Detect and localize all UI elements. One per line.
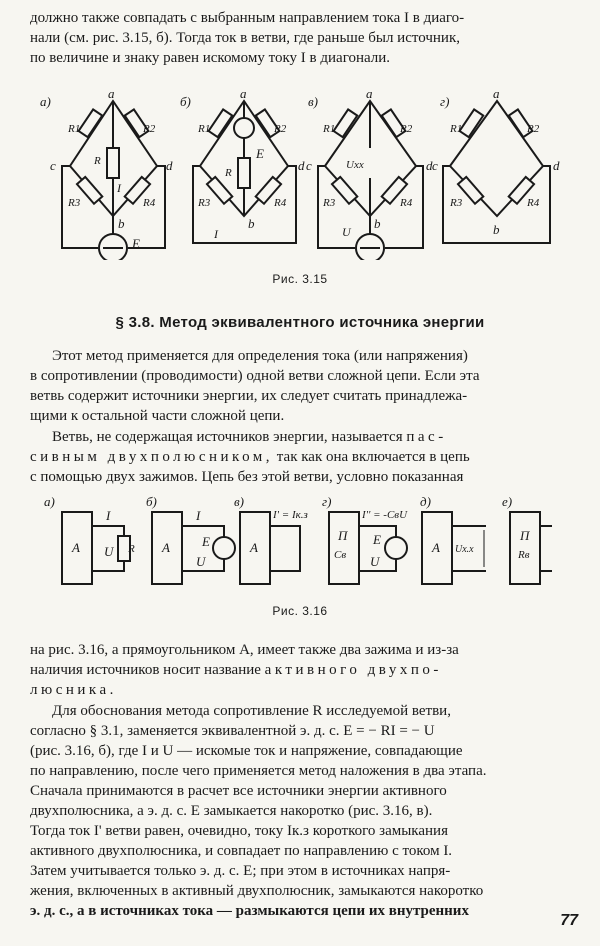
node-label: d <box>426 158 433 173</box>
resistor-label: R3 <box>323 197 336 209</box>
paragraph-3 <box>30 640 580 700</box>
text-line: на рис. 3.16, а прямоугольником А, имеет также два зажима и из-за <box>30 642 459 658</box>
node-label: c <box>306 158 312 173</box>
resistor-label: R3 <box>450 197 463 209</box>
text-line: э. д. с., а в источниках тока — размыкаются цепи их внутренних <box>30 903 469 919</box>
text-line: Тогда ток I' ветви равен, очевидно, току Iк.з короткого замыкания <box>30 823 448 839</box>
block-label: А <box>432 540 440 555</box>
text-line <box>30 660 580 680</box>
resistor-label: R4 <box>143 197 156 209</box>
resistor-label: R2 <box>274 123 287 135</box>
term-passive: пас- <box>406 429 447 445</box>
text-run: наличия источников носит название <box>30 662 261 678</box>
block-label: А <box>72 540 80 555</box>
resistor-label: R4 <box>400 197 413 209</box>
node-label: a <box>108 88 115 101</box>
resistor-label: R3 <box>198 197 211 209</box>
node-label: b <box>493 222 500 237</box>
voltage-label: U <box>196 554 206 569</box>
node-label: d <box>166 158 173 173</box>
node-label: a <box>493 88 500 101</box>
resistor-label: R1 <box>323 123 336 135</box>
paragraph-4 <box>30 701 580 921</box>
text-line: двухполюсника, а э. д. с. E замыкается накоротко (рис. 3.16, в). <box>30 803 433 819</box>
resistor-label: R2 <box>400 123 413 135</box>
text-line: Сначала принимаются в расчет все источники энергии активного <box>30 783 447 799</box>
voltage-label: Uxx <box>346 159 364 171</box>
text-line: жения, включенных в активный двухполюсник, замыкаются накоротко <box>30 883 484 899</box>
text-line: с помощью двух зажимов. Цепь без этой ветви, условно показанная <box>30 469 464 485</box>
resistor-label: R4 <box>274 197 287 209</box>
voltage-label: Uх.х <box>455 544 474 555</box>
text-line: согласно § 3.1, заменяется эквивалентной э. д. с. E = − RI = − U <box>30 723 435 739</box>
intro-paragraph <box>30 8 580 68</box>
text-line <box>30 427 580 447</box>
text-line: нали (см. рис. 3.15, б). Тогда ток в ветви, где раньше был источник, <box>30 30 460 46</box>
resistor-label: R <box>94 155 101 167</box>
current-label: I <box>214 227 218 241</box>
voltage-label: U <box>342 225 351 239</box>
block-sub-label: Rв <box>518 549 530 561</box>
text-line: Затем учитывается только э. д. с. E; при этом в источниках напря- <box>30 863 451 879</box>
panel-letter: а) <box>44 494 55 509</box>
node-label: b <box>118 216 125 231</box>
source-label: E <box>202 534 210 549</box>
panel-letter: в) <box>234 494 244 509</box>
figure-3-15 <box>0 88 600 260</box>
term-passive-two-pole: сивным двухполюсником, <box>30 449 274 465</box>
block-sub-label: Cв <box>334 549 347 561</box>
panel-letter: е) <box>502 494 513 509</box>
node-label: c <box>432 158 438 173</box>
panel-letter: г) <box>440 94 450 109</box>
resistor-label: R <box>225 167 232 179</box>
figure-caption: Рис. 3.15 <box>272 272 328 286</box>
text-line <box>30 447 580 467</box>
resistor-label: R3 <box>68 197 81 209</box>
panel-letter: б) <box>146 494 157 509</box>
block-label: А <box>250 540 258 555</box>
voltage-label: U <box>370 554 380 569</box>
text-line: активного двухполюсника, и совпадает по направлению с током I. <box>30 843 453 859</box>
current-label: I <box>106 508 111 523</box>
node-label: a <box>366 88 373 101</box>
term-active: активного двухпо- <box>264 662 442 678</box>
paragraph-2 <box>30 427 580 487</box>
panel-letter: б) <box>180 94 191 109</box>
text-line: Этот метод применяется для определения тока (или напряжения) <box>52 348 468 364</box>
text-line: по величине и знаку равен искомому току I в диагонали. <box>30 50 391 66</box>
source-label: E <box>132 236 140 251</box>
section-heading: § 3.8. Метод эквивалентного источника энергии <box>115 314 485 331</box>
current-label: I <box>117 181 121 195</box>
text-line: в сопротивлении (проводимости) одной ветви сложной цепи. Если эта <box>30 368 480 384</box>
block-label: П <box>338 528 348 543</box>
node-label: c <box>50 158 56 173</box>
node-label: b <box>248 216 255 231</box>
text-line: (рис. 3.16, б), где I и U — искомые ток и напряжение, совпадающие <box>30 743 463 759</box>
node-label: b <box>374 216 381 231</box>
text-line: должно также совпадать с выбранным направлением тока I в диаго- <box>30 10 465 26</box>
text-line: по направлению, после чего применяется метод наложения в два этапа. <box>30 763 487 779</box>
figure-caption: Рис. 3.16 <box>272 604 328 618</box>
paragraph-1 <box>30 346 580 426</box>
current-label: I <box>196 508 201 523</box>
resistor-label: R1 <box>198 123 211 135</box>
resistor-label: R2 <box>143 123 156 135</box>
resistor-label: R4 <box>527 197 540 209</box>
voltage-label: U <box>104 544 114 559</box>
panel-letter: в) <box>308 94 318 109</box>
text-line: Для обоснования метода сопротивление R исследуемой ветви, <box>52 703 451 719</box>
node-label: d <box>553 158 560 173</box>
text-line: ветвь содержит источники энергии, их следует считать принадлежа- <box>30 388 468 404</box>
text-line: люсника. <box>30 682 117 698</box>
text-run: Ветвь, не содержащая источников энергии, называется <box>52 429 403 445</box>
block-label: А <box>162 540 170 555</box>
page-number: 77 <box>560 912 578 929</box>
figure-3-16 <box>0 488 600 600</box>
resistor-label: R <box>128 543 135 555</box>
text-run: так как она включается в цепь <box>276 449 470 465</box>
panel-letter: а) <box>40 94 51 109</box>
block-label: П <box>520 528 530 543</box>
panel-letter: д) <box>420 494 431 509</box>
current-label: I' = Iк.з <box>273 509 308 521</box>
source-label: E <box>256 146 264 161</box>
panel-letter: г) <box>322 494 332 509</box>
text-line: щими к остальной части сложной цепи. <box>30 408 285 424</box>
node-label: d <box>298 158 305 173</box>
current-label: I'' = -CвU <box>362 509 408 521</box>
node-label: a <box>240 88 247 101</box>
resistor-label: R1 <box>450 123 463 135</box>
resistor-label: R1 <box>68 123 81 135</box>
source-label: E <box>373 532 381 547</box>
resistor-label: R2 <box>527 123 540 135</box>
